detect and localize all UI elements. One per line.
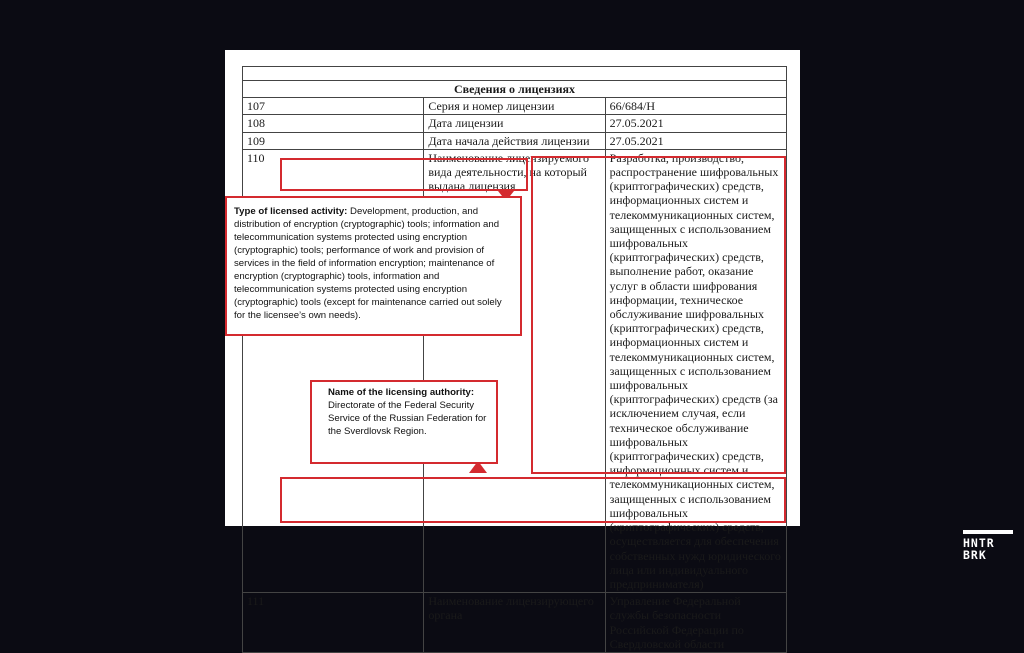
row-number: 110: [243, 149, 424, 592]
table-row: [243, 115, 787, 132]
table-row: [243, 593, 787, 653]
row-label: Дата начала действия лицензии: [424, 132, 605, 149]
hntr-brk-logo: [963, 530, 1013, 561]
row-label: Дата лицензии: [424, 115, 605, 132]
section-title: Сведения о лицензиях: [243, 81, 787, 98]
activity-label-highlight: [280, 158, 528, 191]
logo-line-1: HNTR: [963, 536, 995, 550]
callout-title: Type of licensed activity:: [234, 206, 348, 217]
document-page: [225, 50, 800, 651]
table-row: [243, 132, 787, 149]
row-value: 66/684/Н: [605, 98, 786, 115]
row-label: Наименование лицензирующего органа: [424, 593, 605, 653]
row-number: 111: [243, 593, 424, 653]
logo-line-2: BRK: [963, 548, 987, 562]
table-section-header: [243, 81, 787, 98]
row-value: 27.05.2021: [605, 132, 786, 149]
callout-text: Development, production, and distribution of encryption (cryptographic) tools; information and telecommunication systems protected using encryption (cryptographic) tools; performance of work and provision of services in the field of information encryption; maintenance of encryption (cryptographic) tools, information and telecommunication systems protected using encryption (cryptographic) tools (except for maintenance carried out solely for the licensee’s own needs).: [234, 206, 502, 321]
row-label: Наименование лицензируемого вида деятельности, на который выдана лицензия: [424, 149, 605, 592]
activity-value-highlight: [531, 156, 786, 474]
row-number: 109: [243, 132, 424, 149]
row-label: Серия и номер лицензии: [424, 98, 605, 115]
authority-translation-callout: [310, 380, 498, 464]
table-top-row: [243, 67, 787, 81]
row-number: 107: [243, 98, 424, 115]
row-number: 108: [243, 115, 424, 132]
callout-title: Name of the licensing authority:: [328, 387, 475, 398]
table-row: [243, 98, 787, 115]
activity-translation-callout: [225, 196, 522, 336]
logo-bar: [963, 530, 1013, 534]
row-value: Управление Федеральной службы безопасности Российской Федерации по Свердловской области: [605, 593, 786, 653]
row-value: 27.05.2021: [605, 115, 786, 132]
authority-row-highlight: [280, 477, 786, 523]
row-value: Разработка, производство, распространение шифровальных (криптографических) средств, информационных систем и телекоммуникационных систем, защищенных с использованием шифровальных (криптографических) средств, выполнение работ, оказание услуг в области шифрования информации, техническое обслуживание шифровальных (криптографических) средств, информационных систем и телекоммуникационных систем, защищенных с использованием шифровальных (криптографических) средств (за исключением случая, если техническое обслуживание шифровальных (криптографических) средств, информационных систем и телекоммуникационных систем, защищенных с использованием шифровальных (криптографических) средств, осуществляется для обеспечения собственных нужд юридического лица или индивидуального предпринимателя): [605, 149, 786, 592]
callout-text: Directorate of the Federal Security Service of the Russian Federation for the Sverdlovsk Region.: [328, 400, 487, 437]
